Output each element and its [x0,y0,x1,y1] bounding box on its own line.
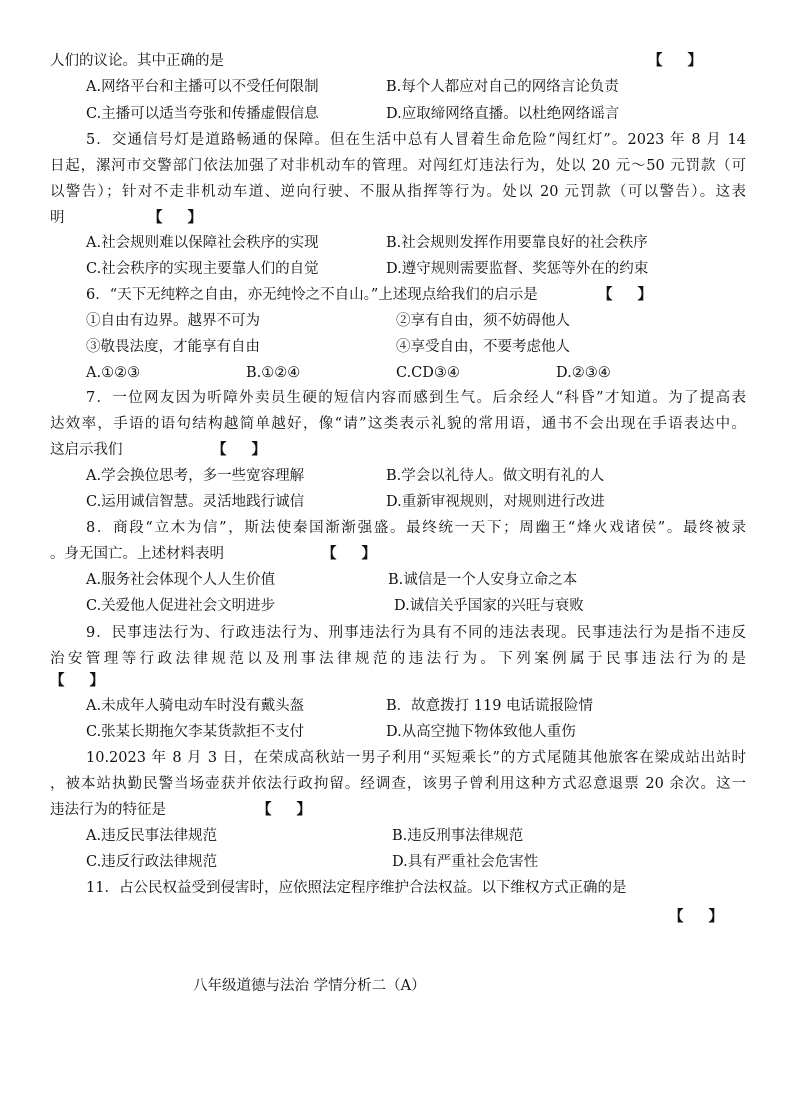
q8-answer-bracket: 【 】 [322,545,387,562]
q7-option-b: B.学会以礼待人。做文明有礼的人 [386,468,605,484]
q9-answer-bracket: 【 】 [50,672,115,689]
q10-stem-line3: 违法行为的特征是 [50,802,166,818]
q9-option-c: C.张某长期拖欠李某货款拒不支付 [86,724,305,740]
q10-option-a: A.违反民事法律规范 [86,828,218,844]
q10-option-c: C.违反行政法律规范 [86,854,218,870]
q7-option-c: C.运用诚信智慧。灵活地践行诚信 [86,494,305,510]
q10-option-b: B.违反刑事法律规范 [392,828,524,844]
q8-option-b: B.诚信是一个人安身立命之本 [388,572,578,588]
q8-stem-line2: 。身无国亡。上述材料表明 [50,546,224,562]
q7-option-a: A.学会换位思考，多一些宽容理解 [86,468,305,484]
q5-answer-bracket: 【 】 [148,209,213,226]
q8-stem-line1: 8．商段“立木为信”，斯法使秦国渐渐强盛。最终统一天下；周幽王“烽火戏诸侯”。最终被录 [86,520,746,536]
q8-option-c: C.关爱他人促进社会文明进步 [86,598,276,614]
q6-option-d: D.②③④ [556,365,611,381]
q5-option-d: D.遵守规则需要监督、奖惩等外在的约束 [386,261,649,277]
q6-statement-4: ④享受自由，不要考虑他人 [396,339,570,355]
q9-option-a: A.未成年人骑电动车时没有戴头盔 [86,698,305,714]
q6-option-c: C.CD③④ [396,365,460,381]
q9-option-b: B．故意拨打 119 电话谎报险情 [386,698,594,714]
q6-statement-1: ①自由有边界。越界不可为 [86,313,260,329]
q7-answer-bracket: 【 】 [212,441,277,458]
page-footer: 八年级道德与法治 学情分析二（A） [193,978,426,994]
q5-stem-line2: 日起，漯河市交警部门依法加强了对非机动车的管理。对闯红灯违法行为，处以 20 元～50 元罚款（可 [50,158,746,174]
q7-stem-line1: 7．一位网友因为听障外卖员生硬的短信内容而感到生气。后余经人“科昏”才知道。为了提高表 [86,390,746,406]
q11-answer-bracket: 【 】 [669,908,734,925]
q11-stem: 11．占公民权益受到侵害时，应依照法定程序维护合法权益。以下维权方式正确的是 [86,880,627,896]
q9-stem-line1: 9．民事违法行为、行政违法行为、刑事违法行为具有不同的违法表现。民事违法行为是指不违反 [86,625,746,641]
q4-option-d: D.应取缔网络直播。以杜绝网络谣言 [386,106,620,122]
q8-option-d: D.诚信关乎国家的兴旺与衰败 [394,598,584,614]
q10-answer-bracket: 【 】 [257,801,322,818]
q9-stem-line2: 治安管理等行政法律规范以及刑事法律规范的违法行为。下列案例属于民事违法行为的是 [50,651,746,667]
q5-option-a: A.社会规则难以保障社会秩序的实现 [86,235,319,251]
q10-stem-line1: 10.2023 年 8 月 3 日，在荣成高秋站一男子利用“买短乘长”的方式尾随其他旅客在梁成站出站时 [86,750,746,766]
q10-option-d: D.具有严重社会危害性 [392,854,539,870]
q4-option-a: A.网络平台和主播可以不受任何限制 [86,79,319,95]
q4-stem-tail: 人们的议论。其中正确的是 [50,53,224,69]
q5-stem-line1: 5．交通信号灯是道路畅通的保障。但在生活中总有人冒着生命危险“闯红灯”。2023 年 8 月 14 [86,132,746,148]
q6-option-a: A.①②③ [86,365,141,381]
q5-option-c: C.社会秩序的实现主要靠人们的自觉 [86,261,319,277]
q4-answer-bracket: 【 】 [648,52,713,69]
q5-stem-line3: 以警告）；针对不走非机动车道、逆向行驶、不服从指挥等行为。处以 20 元罚款（可以警告）。这表 [50,184,746,200]
q6-option-b: B.①②④ [246,365,301,381]
q4-option-b: B.每个人都应对自己的网络言论负责 [386,79,619,95]
q6-answer-bracket: 【 】 [598,286,663,303]
q6-statement-3: ③敬畏法度，才能享有自由 [86,339,260,355]
q10-stem-line2: ，被本站执勤民警当场壶获并依法行政拘留。经调查，该男子曾利用这种方式忍意退票 20 余次。这一 [50,776,746,792]
q7-option-d: D.重新审视规则，对规则进行改进 [386,494,605,510]
q7-stem-line2: 达效率，手语的语句结构越简单越好，像“请”这类表示礼貌的常用语，通书不会出现在手语表达中。 [50,416,746,432]
q6-stem: 6．“天下无纯粹之自由，亦无纯怜之不自山。”上述现点给我们的启示是 [86,287,538,303]
q4-option-c: C.主播可以适当夸张和传播虚假信息 [86,106,319,122]
q9-option-d: D.从高空抛下物体致他人重伤 [386,724,576,740]
q8-option-a: A.服务社会体现个人人生价值 [86,572,276,588]
q7-stem-line3: 这启示我们 [50,442,123,458]
q6-statement-2: ②享有自由，须不妨碍他人 [396,313,570,329]
q5-stem-line4: 明 [50,210,65,226]
q5-option-b: B.社会规则发挥作用要靠良好的社会秩序 [386,235,648,251]
